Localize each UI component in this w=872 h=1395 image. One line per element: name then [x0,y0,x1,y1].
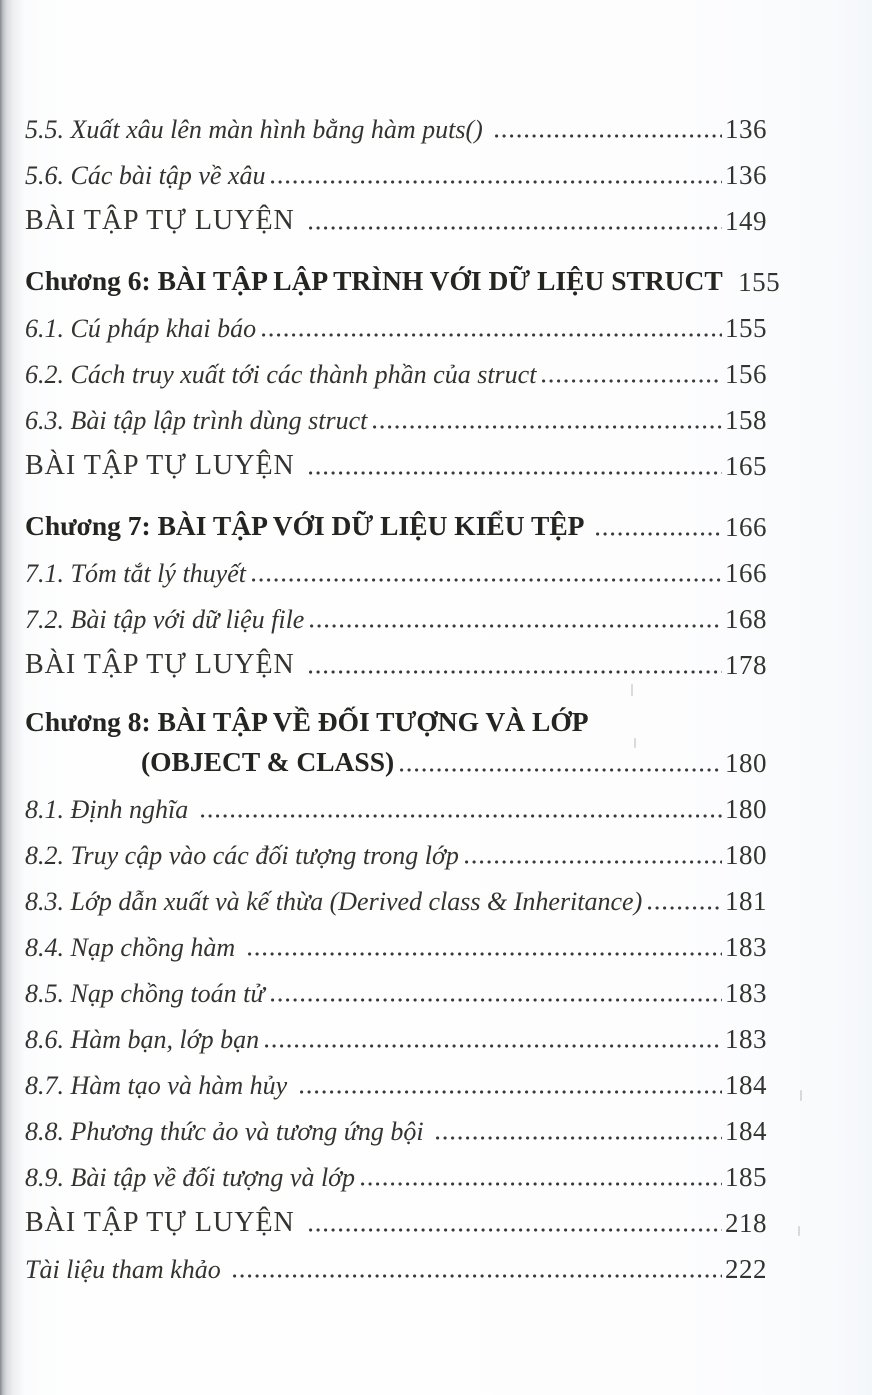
toc-entry [25,915,767,961]
toc-entry-page: 136 [725,159,767,190]
page-left-edge-shadow [0,0,24,1395]
dotted-leader [361,1182,722,1186]
toc-entry [25,189,767,235]
dotted-leader [648,906,722,910]
toc-entry-page: 184 [725,1115,767,1146]
toc-entry [25,587,767,633]
toc-entry-page: 168 [725,603,767,634]
toc-entry-page: 166 [725,511,767,542]
toc-entry-page: 183 [725,931,767,962]
toc-entry [25,823,767,869]
dotted-leader [310,624,722,628]
toc-entry-label: Chương 8: BÀI TẬP VỀ ĐỐI TƯỢNG VÀ LỚP [25,706,589,738]
toc-entry-label: BÀI TẬP TỰ LUYỆN [25,648,303,680]
toc-entry-label: 8.8. Phương thức ảo và tương ứng bội [25,1116,431,1146]
dotted-leader [596,532,722,536]
toc-entry-label: 5.5. Xuất xâu lên màn hình bằng hàm puts() [25,114,490,144]
toc-entry-label: 8.7. Hàm tạo và hàm hủy [25,1070,294,1100]
toc-entry [25,1007,767,1053]
toc-entry-label: 8.4. Nạp chồng hàm [25,932,242,962]
toc-entry-page: 180 [725,747,767,778]
toc-entry-page: 183 [725,977,767,1008]
toc-entry [25,1237,767,1283]
toc-entry-page: 178 [725,649,767,680]
toc-entry-page: 155 [725,312,767,343]
toc-entry-label: 6.1. Cú pháp khai báo [25,313,257,343]
toc-entry-label: 5.6. Các bài tập về xâu [25,160,266,190]
toc-entry [25,296,767,342]
toc-entry-label: Tài liệu tham khảo [25,1254,228,1284]
toc-entry-label: 6.2. Cách truy xuất tới các thành phần của struct [25,359,537,389]
toc-entry-page: 183 [725,1023,767,1054]
toc-entry-page: 180 [725,793,767,824]
dotted-leader [309,670,722,674]
toc-entry-label: Chương 6: BÀI TẬP LẬP TRÌNH VỚI DỮ LIỆU STRUCT [25,265,730,297]
toc-entry [25,250,781,297]
dotted-leader [201,814,722,818]
toc-entry-label: 8.5. Nạp chồng toán tử [25,978,265,1008]
toc-entry [25,342,767,388]
toc-entry-label: 7.1. Tóm tắt lý thuyết [25,558,246,588]
dotted-leader [309,226,722,230]
toc-entry-page: 166 [725,557,767,588]
dotted-leader [265,1044,722,1048]
toc-entry [25,633,767,679]
toc-entry-page: 222 [725,1253,767,1284]
toc-entry [25,1191,767,1237]
toc-entry-page: 181 [725,885,767,916]
toc-entry-page: 165 [725,450,767,481]
toc-list [25,97,781,1284]
toc-entry-page: 155 [738,266,781,297]
toc-entry [25,1099,767,1145]
dotted-leader [300,1090,722,1094]
dotted-leader [271,180,722,184]
toc-entry-label: Chương 7: BÀI TẬP VỚI DỮ LIỆU KIỂU TỆP [25,510,590,542]
toc-entry-label: 7.2. Bài tập với dữ liệu file [25,604,305,634]
toc-entry-label: BÀI TẬP TỰ LUYỆN [25,449,303,481]
toc-entry [25,737,767,777]
dotted-leader [262,333,722,337]
toc-entry [25,869,767,915]
toc-entry-page: 136 [725,113,767,144]
toc-entry-label: 8.6. Hàm bạn, lớp bạn [25,1024,260,1054]
toc-entry-label: BÀI TẬP TỰ LUYỆN [25,204,303,236]
toc-entry-page: 180 [725,839,767,870]
toc-entry-page: 149 [725,205,767,236]
dotted-leader [436,1136,722,1140]
toc-entry [25,777,767,823]
toc-entry [25,495,767,541]
dotted-leader [233,1274,722,1278]
toc-entry [25,961,767,1007]
toc-entry-page: 185 [725,1161,767,1192]
dotted-leader [271,998,722,1002]
toc-entry-label: BÀI TẬP TỰ LUYỆN [25,1206,303,1238]
dotted-leader [542,379,722,383]
scan-artifact [798,1226,800,1236]
dotted-leader [248,952,722,956]
toc-entry [25,97,767,143]
dotted-leader [373,425,722,429]
toc-entry [25,694,767,737]
toc-entry-label: (OBJECT & CLASS) [141,746,395,778]
dotted-leader [309,471,722,475]
dotted-leader [465,860,722,864]
toc-entry [25,541,767,587]
toc-entry-page: 156 [725,358,767,389]
toc-entry-label: 8.3. Lớp dẫn xuất và kế thừa (Derived class & Inheritance) [25,886,643,916]
toc-entry [25,434,767,480]
toc-entry-label: 8.2. Truy cập vào các đối tượng trong lớp [25,840,459,870]
dotted-leader [252,578,722,582]
toc-entry [25,1053,767,1099]
toc-entry-label: 6.3. Bài tập lập trình dùng struct [25,405,368,435]
toc-entry-label: 8.9. Bài tập về đối tượng và lớp [25,1162,356,1192]
toc-entry-page: 218 [725,1207,767,1238]
toc-entry-label: 8.1. Định nghĩa [25,794,195,824]
toc-entry [25,388,767,434]
toc-entry [25,143,767,189]
toc-entry [25,1145,767,1191]
dotted-leader [495,134,722,138]
dotted-leader [400,768,722,772]
dotted-leader [309,1228,722,1232]
scan-artifact [800,1090,802,1101]
toc-entry-page: 184 [725,1069,767,1100]
toc-entry-page: 158 [725,404,767,435]
